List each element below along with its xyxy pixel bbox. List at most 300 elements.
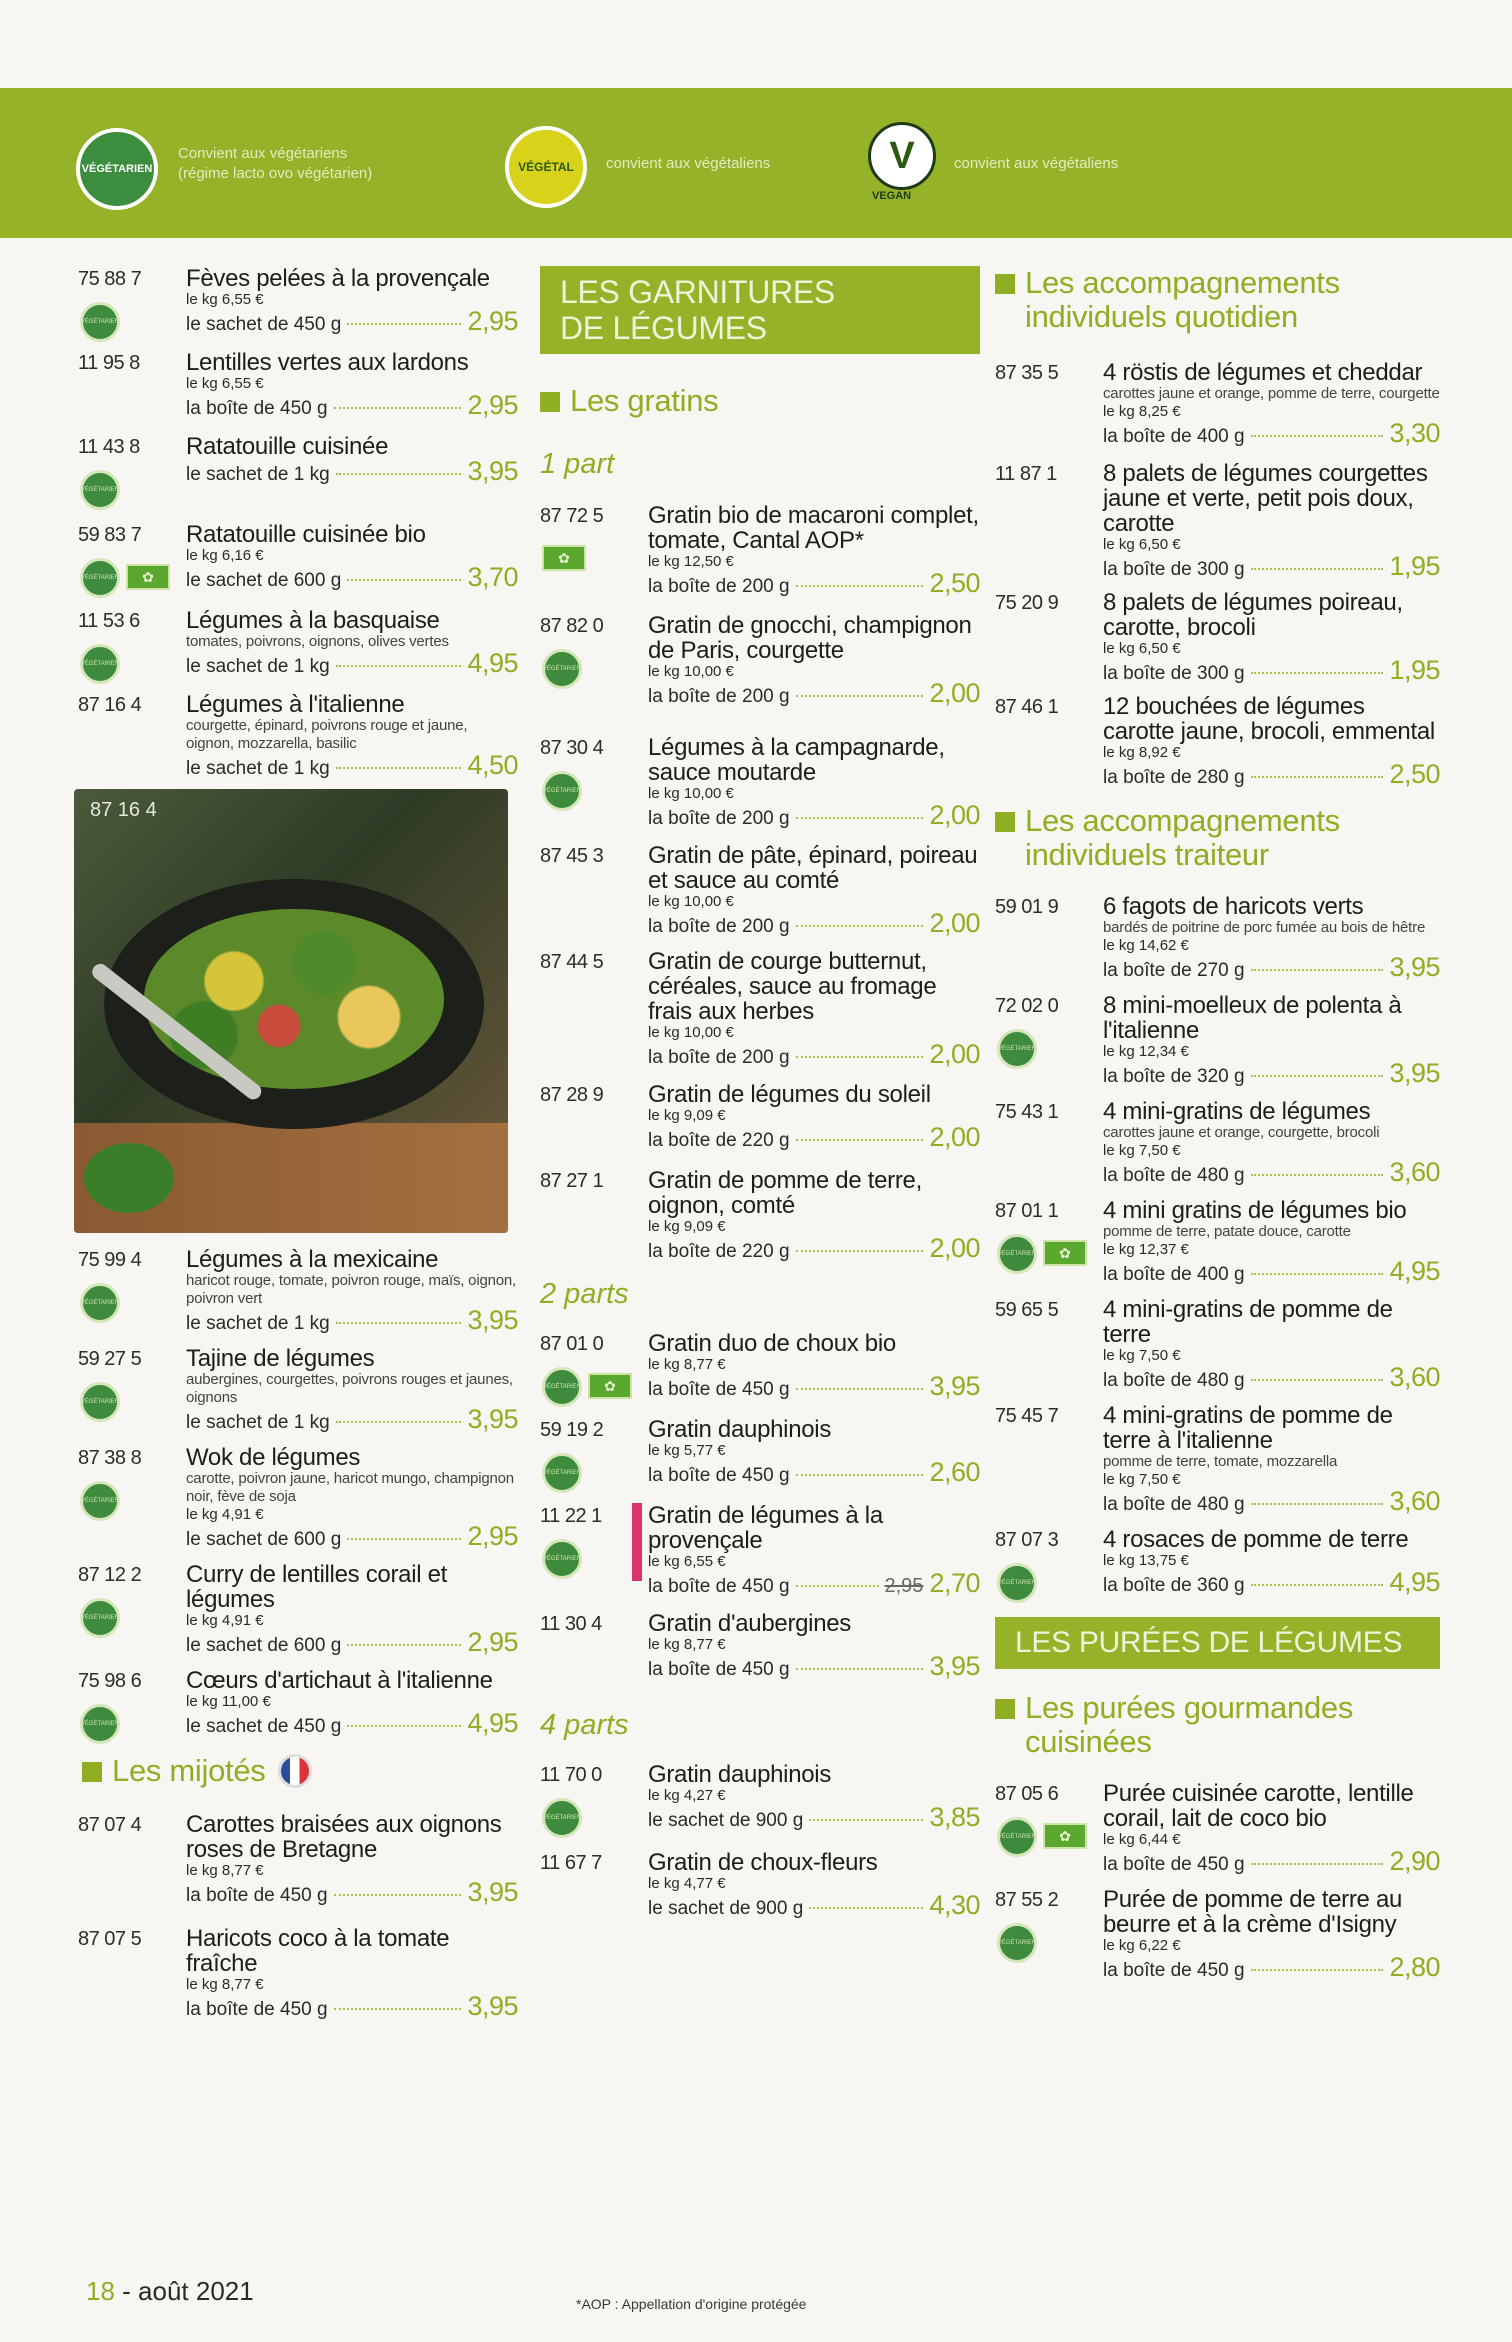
product-item bbox=[78, 350, 518, 424]
product-code: 87 30 4 bbox=[540, 737, 604, 759]
product-code: 87 45 3 bbox=[540, 845, 604, 867]
package-line bbox=[1103, 1362, 1440, 1393]
product-description: pomme de terre, tomate, mozzarella bbox=[1103, 1453, 1338, 1470]
price: 2,95 bbox=[467, 1521, 518, 1551]
vegetarien-icon: VÉGÉTARIEN bbox=[80, 644, 120, 684]
package-size: le sachet de 1 kg bbox=[186, 1412, 330, 1433]
package-size: la boîte de 450 g bbox=[648, 1659, 790, 1680]
dot-leader bbox=[347, 579, 461, 581]
package-line bbox=[1103, 759, 1440, 790]
vegetarien-icon: VÉGÉTARIEN bbox=[997, 1817, 1037, 1857]
package-size: la boîte de 400 g bbox=[1103, 1264, 1245, 1285]
package-size: la boîte de 450 g bbox=[1103, 1960, 1245, 1981]
price-per-kg: le kg 7,50 € bbox=[1103, 1347, 1181, 1364]
vegetarien-icon: VÉGÉTARIEN bbox=[80, 558, 120, 598]
product-description: tomates, poivrons, oignons, olives vertes bbox=[186, 633, 449, 650]
package-size: le sachet de 1 kg bbox=[186, 758, 330, 779]
product-item bbox=[540, 1611, 980, 1685]
vegan-badge-word: VEGAN bbox=[872, 190, 912, 202]
package-line bbox=[648, 908, 980, 939]
package-size: la boîte de 450 g bbox=[186, 1999, 328, 2020]
package-line bbox=[186, 456, 518, 487]
product-name: Gratin bio de macaroni complet, tomate, Cantal AOP* bbox=[648, 502, 979, 554]
price-per-kg: le kg 6,16 € bbox=[186, 547, 264, 564]
product-labels bbox=[542, 1453, 582, 1493]
gratins-2-parts-list bbox=[540, 1331, 980, 1685]
product-item bbox=[995, 1527, 1440, 1601]
price: 3,60 bbox=[1389, 1362, 1440, 1392]
product-labels bbox=[997, 1029, 1037, 1069]
package-size: le sachet de 600 g bbox=[186, 570, 342, 591]
package-line bbox=[1103, 551, 1440, 582]
product-name: Gratin de gnocchi, champignon de Paris, courgette bbox=[648, 612, 972, 664]
gratins-1-part-list bbox=[540, 503, 980, 1264]
package-line bbox=[648, 1457, 980, 1488]
product-item bbox=[78, 1562, 518, 1658]
product-name: 4 röstis de légumes et cheddar bbox=[1103, 359, 1423, 386]
product-name: Gratin d'aubergines bbox=[648, 1610, 852, 1637]
portion-2-parts: 2 parts bbox=[540, 1278, 629, 1310]
package-size: la boîte de 200 g bbox=[648, 1047, 790, 1068]
page-number: 18 bbox=[86, 2276, 115, 2306]
product-name: Ratatouille cuisinée bio bbox=[186, 521, 426, 548]
product-name: Gratin de légumes à la provençale bbox=[648, 1502, 883, 1554]
product-item bbox=[540, 949, 980, 1070]
price-per-kg: le kg 8,77 € bbox=[186, 1976, 264, 1993]
product-name: Purée de pomme de terre au beurre et à la crème d'Isigny bbox=[1103, 1886, 1403, 1938]
package-size: la boîte de 450 g bbox=[1103, 1854, 1245, 1875]
product-code: 87 05 6 bbox=[995, 1783, 1059, 1805]
package-line bbox=[648, 1568, 980, 1599]
price-per-kg: le kg 6,55 € bbox=[186, 375, 264, 392]
product-item bbox=[540, 1850, 980, 1924]
product-name: Tajine de légumes bbox=[186, 1345, 375, 1372]
product-code: 11 67 7 bbox=[540, 1852, 602, 1874]
product-name: Carottes braisées aux oignons roses de Bretagne bbox=[186, 1811, 502, 1863]
price-per-kg: le kg 10,00 € bbox=[648, 893, 734, 910]
dot-leader bbox=[1251, 1273, 1384, 1275]
price: 3,60 bbox=[1389, 1157, 1440, 1187]
product-item bbox=[540, 613, 980, 709]
product-name: Curry de lentilles corail et légumes bbox=[186, 1561, 448, 1613]
product-code: 11 30 4 bbox=[540, 1613, 602, 1635]
vegetarien-icon: VÉGÉTARIEN bbox=[80, 1382, 120, 1422]
product-item bbox=[540, 1168, 980, 1264]
product-code: 59 01 9 bbox=[995, 896, 1059, 918]
product-item bbox=[540, 1082, 980, 1156]
product-item bbox=[540, 503, 980, 599]
quotidien-heading: Les accompagnements individuels quotidien bbox=[995, 266, 1440, 334]
product-labels bbox=[80, 1481, 120, 1521]
price: 4,95 bbox=[467, 1708, 518, 1738]
dot-leader bbox=[1251, 1863, 1384, 1865]
dot-leader bbox=[1251, 435, 1384, 437]
dot-leader bbox=[796, 1668, 924, 1670]
product-labels bbox=[542, 1539, 582, 1579]
product-item bbox=[995, 894, 1440, 983]
package-line bbox=[648, 800, 980, 831]
package-size: le sachet de 1 kg bbox=[186, 464, 330, 485]
dot-leader bbox=[336, 665, 462, 667]
price-per-kg: le kg 8,77 € bbox=[186, 1862, 264, 1879]
vegetarien-icon: VÉGÉTARIEN bbox=[80, 302, 120, 342]
package-line bbox=[648, 1890, 980, 1921]
price: 2,80 bbox=[1389, 1952, 1440, 1982]
price-per-kg: le kg 10,00 € bbox=[648, 663, 734, 680]
package-size: la boîte de 200 g bbox=[648, 576, 790, 597]
product-list-bottom bbox=[78, 1247, 518, 1742]
package-line bbox=[186, 648, 518, 679]
price-per-kg: le kg 12,34 € bbox=[1103, 1043, 1189, 1060]
product-code: 75 43 1 bbox=[995, 1101, 1059, 1123]
package-line bbox=[648, 1651, 980, 1682]
dot-leader bbox=[796, 695, 924, 697]
dot-leader bbox=[347, 1538, 461, 1540]
package-line bbox=[648, 678, 980, 709]
product-labels bbox=[80, 302, 120, 342]
price: 3,95 bbox=[467, 456, 518, 486]
price: 3,95 bbox=[467, 1404, 518, 1434]
package-line bbox=[1103, 1952, 1440, 1983]
package-line bbox=[186, 1627, 518, 1658]
product-name: 6 fagots de haricots verts bbox=[1103, 893, 1364, 920]
product-code: 87 44 5 bbox=[540, 951, 604, 973]
package-size: la boîte de 450 g bbox=[186, 1885, 328, 1906]
dot-leader bbox=[809, 1907, 923, 1909]
package-size: le sachet de 600 g bbox=[186, 1635, 342, 1656]
product-code: 75 20 9 bbox=[995, 592, 1059, 614]
package-line bbox=[1103, 1256, 1440, 1287]
product-code: 87 72 5 bbox=[540, 505, 604, 527]
dot-leader bbox=[336, 473, 462, 475]
price-per-kg: le kg 11,00 € bbox=[186, 1693, 271, 1710]
vegetarien-icon: VÉGÉTARIEN bbox=[542, 1367, 582, 1407]
package-line bbox=[186, 306, 518, 337]
package-size: la boîte de 200 g bbox=[648, 916, 790, 937]
vegan-badge-icon: V bbox=[868, 122, 936, 190]
vegetarien-icon: VÉGÉTARIEN bbox=[80, 1283, 120, 1323]
product-name: Cœurs d'artichaut à l'italienne bbox=[186, 1667, 493, 1694]
price: 2,90 bbox=[1389, 1846, 1440, 1876]
price: 1,95 bbox=[1389, 655, 1440, 685]
package-line bbox=[1103, 1846, 1440, 1877]
product-item bbox=[78, 434, 518, 508]
price: 3,95 bbox=[467, 1877, 518, 1907]
product-code: 11 70 0 bbox=[540, 1764, 602, 1786]
price-per-kg: le kg 8,77 € bbox=[648, 1356, 726, 1373]
price-per-kg: le kg 8,77 € bbox=[648, 1636, 726, 1653]
product-description: carottes jaune et orange, pomme de terre, courgette bbox=[1103, 385, 1440, 402]
price-per-kg: le kg 6,50 € bbox=[1103, 640, 1181, 657]
product-code: 87 28 9 bbox=[540, 1084, 604, 1106]
product-labels bbox=[542, 1798, 582, 1838]
product-name: Gratin dauphinois bbox=[648, 1761, 832, 1788]
product-labels bbox=[542, 771, 582, 811]
dot-leader bbox=[796, 1056, 924, 1058]
price-per-kg: le kg 4,77 € bbox=[648, 1875, 726, 1892]
product-item bbox=[78, 1247, 518, 1336]
product-item bbox=[540, 1762, 980, 1836]
product-name: Fèves pelées à la provençale bbox=[186, 265, 490, 292]
price: 2,50 bbox=[1389, 759, 1440, 789]
dot-leader bbox=[1251, 1174, 1384, 1176]
package-size: le sachet de 900 g bbox=[648, 1898, 804, 1919]
product-item bbox=[78, 266, 518, 340]
product-item bbox=[995, 1198, 1440, 1287]
product-code: 59 27 5 bbox=[78, 1348, 142, 1370]
package-line bbox=[186, 1708, 518, 1739]
product-name: Légumes à la basquaise bbox=[186, 607, 440, 634]
product-code: 75 98 6 bbox=[78, 1670, 142, 1692]
product-code: 75 45 7 bbox=[995, 1405, 1059, 1427]
product-code: 11 53 6 bbox=[78, 610, 140, 632]
package-line bbox=[648, 568, 980, 599]
package-size: la boîte de 320 g bbox=[1103, 1066, 1245, 1087]
price: 3,30 bbox=[1389, 418, 1440, 448]
product-name: Haricots coco à la tomate fraîche bbox=[186, 1925, 450, 1977]
package-size: le sachet de 900 g bbox=[648, 1810, 804, 1831]
product-code: 87 38 8 bbox=[78, 1447, 142, 1469]
package-size: la boîte de 400 g bbox=[1103, 426, 1245, 447]
package-line bbox=[186, 1991, 518, 2022]
gratins-heading: Les gratins bbox=[540, 384, 980, 418]
product-labels bbox=[80, 470, 120, 510]
price-per-kg: le kg 8,25 € bbox=[1103, 403, 1181, 420]
vegetarien-icon: VÉGÉTARIEN bbox=[997, 1923, 1037, 1963]
package-size: la boîte de 450 g bbox=[648, 1465, 790, 1486]
package-line bbox=[1103, 1486, 1440, 1517]
product-code: 87 12 2 bbox=[78, 1564, 142, 1586]
vegetarien-icon: VÉGÉTARIEN bbox=[542, 1453, 582, 1493]
price-per-kg: le kg 10,00 € bbox=[648, 1024, 734, 1041]
column-left bbox=[78, 266, 518, 2022]
product-labels bbox=[80, 1382, 120, 1422]
issue-date: - août 2021 bbox=[122, 2276, 254, 2306]
product-code: 87 07 4 bbox=[78, 1814, 142, 1836]
price-per-kg: le kg 7,50 € bbox=[1103, 1471, 1181, 1488]
price-per-kg: le kg 4,91 € bbox=[186, 1506, 264, 1523]
vegetal-badge-icon: VÉGÉTAL bbox=[505, 126, 587, 208]
price: 4,95 bbox=[1389, 1567, 1440, 1597]
product-name: Légumes à la mexicaine bbox=[186, 1246, 439, 1273]
package-size: la boîte de 480 g bbox=[1103, 1494, 1245, 1515]
price-per-kg: le kg 6,50 € bbox=[1103, 536, 1181, 553]
dot-leader bbox=[347, 1644, 461, 1646]
product-name: Ratatouille cuisinée bbox=[186, 433, 389, 460]
dot-leader bbox=[336, 1322, 462, 1324]
price-per-kg: le kg 9,09 € bbox=[648, 1218, 726, 1235]
vegetarien-icon: VÉGÉTARIEN bbox=[542, 1539, 582, 1579]
product-name: 4 rosaces de pomme de terre bbox=[1103, 1526, 1409, 1553]
price: 2,60 bbox=[929, 1457, 980, 1487]
dot-leader bbox=[1251, 1969, 1384, 1971]
product-code: 72 02 0 bbox=[995, 995, 1059, 1017]
product-description: carotte, poivron jaune, haricot mungo, champignon noir, fève de soja bbox=[186, 1470, 514, 1505]
price: 3,60 bbox=[1389, 1486, 1440, 1516]
price-per-kg: le kg 5,77 € bbox=[648, 1442, 726, 1459]
price: 2,00 bbox=[929, 908, 980, 938]
package-line bbox=[648, 1039, 980, 1070]
bio-leaf-icon: ✿ bbox=[1043, 1240, 1087, 1266]
product-code: 11 87 1 bbox=[995, 463, 1057, 485]
package-size: la boîte de 450 g bbox=[648, 1576, 790, 1597]
package-line bbox=[186, 390, 518, 421]
traiteur-heading: Les accompagnements individuels traiteur bbox=[995, 804, 1440, 872]
vegetarien-badge-icon: VÉGÉTARIEN bbox=[76, 128, 158, 210]
package-size: la boîte de 300 g bbox=[1103, 663, 1245, 684]
price: 2,00 bbox=[929, 1233, 980, 1263]
price: 4,95 bbox=[1389, 1256, 1440, 1286]
product-code: 87 35 5 bbox=[995, 362, 1059, 384]
vegetarien-icon: VÉGÉTARIEN bbox=[542, 771, 582, 811]
package-line bbox=[648, 1233, 980, 1264]
vegetarien-icon: VÉGÉTARIEN bbox=[997, 1029, 1037, 1069]
price: 2,95 bbox=[467, 1627, 518, 1657]
dot-leader bbox=[796, 1139, 924, 1141]
aop-footnote: *AOP : Appellation d'origine protégée bbox=[576, 2296, 807, 2312]
photo-code: 87 16 4 bbox=[90, 799, 157, 821]
vegetarien-icon: VÉGÉTARIEN bbox=[997, 1234, 1037, 1274]
product-labels bbox=[997, 1234, 1087, 1274]
package-size: la boîte de 220 g bbox=[648, 1130, 790, 1151]
vegetarien-icon: VÉGÉTARIEN bbox=[80, 1598, 120, 1638]
price: 2,95 bbox=[467, 306, 518, 336]
price-per-kg: le kg 12,50 € bbox=[648, 553, 734, 570]
product-labels bbox=[542, 1367, 632, 1407]
product-photo bbox=[74, 789, 508, 1233]
price: 3,70 bbox=[467, 562, 518, 592]
price: 2,00 bbox=[929, 1039, 980, 1069]
product-labels bbox=[80, 558, 170, 598]
price-per-kg: le kg 10,00 € bbox=[648, 785, 734, 802]
product-description: bardés de poitrine de porc fumée au bois de hêtre bbox=[1103, 919, 1426, 936]
dot-leader bbox=[796, 1474, 924, 1476]
product-code: 87 46 1 bbox=[995, 696, 1059, 718]
package-size: la boîte de 200 g bbox=[648, 686, 790, 707]
product-name: Légumes à la campagnarde, sauce moutarde bbox=[648, 734, 945, 786]
old-price: 2,95 bbox=[884, 1575, 924, 1597]
legend-banner bbox=[0, 88, 1512, 238]
garnitures-title-box: LES GARNITURES DE LÉGUMES bbox=[540, 266, 980, 354]
product-item bbox=[78, 1812, 518, 1908]
price-per-kg: le kg 7,50 € bbox=[1103, 1142, 1181, 1159]
dot-leader bbox=[1251, 568, 1384, 570]
package-line bbox=[186, 1404, 518, 1435]
package-size: la boîte de 480 g bbox=[1103, 1165, 1245, 1186]
product-description: haricot rouge, tomate, poivron rouge, maïs, oignon, poivron vert bbox=[186, 1272, 516, 1307]
price: 2,70 bbox=[929, 1568, 980, 1598]
price-per-kg: le kg 14,62 € bbox=[1103, 937, 1189, 954]
product-name: Gratin de pomme de terre, oignon, comté bbox=[648, 1167, 922, 1219]
product-item bbox=[995, 360, 1440, 449]
product-name: 4 mini gratins de légumes bio bbox=[1103, 1197, 1407, 1224]
product-labels bbox=[80, 1598, 120, 1638]
package-size: la boîte de 280 g bbox=[1103, 767, 1245, 788]
product-name: 8 mini-moelleux de polenta à l'italienne bbox=[1103, 992, 1402, 1044]
package-size: le sachet de 450 g bbox=[186, 314, 342, 335]
vegan-legend: convient aux végétaliens bbox=[954, 155, 1119, 172]
product-name: Gratin de courge butternut, céréales, sauce au fromage frais aux herbes bbox=[648, 948, 937, 1025]
mijotes-list bbox=[78, 1812, 518, 2022]
traiteur-list bbox=[995, 894, 1440, 1601]
price-per-kg: le kg 4,27 € bbox=[648, 1787, 726, 1804]
product-item bbox=[995, 461, 1440, 582]
product-item bbox=[540, 843, 980, 939]
dot-leader bbox=[334, 407, 462, 409]
product-item bbox=[78, 692, 518, 781]
package-line bbox=[186, 1521, 518, 1552]
purees-title-box: LES PURÉES DE LÉGUMES bbox=[995, 1617, 1440, 1669]
price: 3,95 bbox=[467, 1991, 518, 2021]
product-labels bbox=[997, 1923, 1037, 1963]
dot-leader bbox=[336, 1421, 462, 1423]
price: 3,95 bbox=[1389, 1058, 1440, 1088]
product-labels bbox=[80, 644, 120, 684]
price-per-kg: le kg 9,09 € bbox=[648, 1107, 726, 1124]
product-code: 87 01 0 bbox=[540, 1333, 604, 1355]
dot-leader bbox=[336, 767, 462, 769]
price: 2,00 bbox=[929, 1122, 980, 1152]
product-description: carottes jaune et orange, courgette, brocoli bbox=[1103, 1124, 1380, 1141]
package-line bbox=[648, 1122, 980, 1153]
bio-leaf-icon: ✿ bbox=[126, 564, 170, 590]
product-item bbox=[540, 1417, 980, 1491]
package-line bbox=[1103, 655, 1440, 686]
portion-4-parts: 4 parts bbox=[540, 1709, 629, 1741]
package-size: la boîte de 360 g bbox=[1103, 1575, 1245, 1596]
purees-heading: Les purées gourmandes cuisinées bbox=[995, 1691, 1440, 1759]
price: 2,00 bbox=[929, 678, 980, 708]
price: 1,95 bbox=[1389, 551, 1440, 581]
product-labels bbox=[80, 1283, 120, 1323]
product-name: 4 mini-gratins de légumes bbox=[1103, 1098, 1371, 1125]
vegetarien-icon: VÉGÉTARIEN bbox=[80, 470, 120, 510]
price: 3,95 bbox=[467, 1305, 518, 1335]
product-labels bbox=[80, 1704, 120, 1744]
product-code: 59 19 2 bbox=[540, 1419, 604, 1441]
product-name: Gratin de légumes du soleil bbox=[648, 1081, 931, 1108]
product-item bbox=[995, 1297, 1440, 1393]
product-name: 12 bouchées de légumes carotte jaune, brocoli, emmental bbox=[1103, 693, 1435, 745]
product-name: Gratin dauphinois bbox=[648, 1416, 832, 1443]
bio-leaf-icon: ✿ bbox=[542, 545, 586, 571]
package-size: le sachet de 1 kg bbox=[186, 656, 330, 677]
photo-vegetables bbox=[144, 909, 444, 1089]
vegetarien-icon: VÉGÉTARIEN bbox=[542, 649, 582, 689]
package-line bbox=[1103, 418, 1440, 449]
product-item bbox=[995, 993, 1440, 1089]
package-size: le sachet de 1 kg bbox=[186, 1313, 330, 1334]
dot-leader bbox=[796, 1250, 924, 1252]
package-line bbox=[648, 1371, 980, 1402]
gratins-4-parts-list bbox=[540, 1762, 980, 1924]
dot-leader bbox=[1251, 776, 1384, 778]
dot-leader bbox=[334, 2008, 462, 2010]
product-labels bbox=[542, 649, 582, 689]
package-line bbox=[186, 1877, 518, 1908]
vegetarien-icon: VÉGÉTARIEN bbox=[80, 1704, 120, 1744]
package-line bbox=[648, 1802, 980, 1833]
package-line bbox=[1103, 1058, 1440, 1089]
price-per-kg: le kg 6,44 € bbox=[1103, 1831, 1181, 1848]
product-labels bbox=[997, 1563, 1037, 1603]
product-item bbox=[78, 1445, 518, 1552]
product-code: 87 01 1 bbox=[995, 1200, 1059, 1222]
product-code: 11 43 8 bbox=[78, 436, 140, 458]
price-per-kg: le kg 8,92 € bbox=[1103, 744, 1181, 761]
product-description: aubergines, courgettes, poivrons rouges et jaunes, oignons bbox=[186, 1371, 513, 1406]
price: 4,95 bbox=[467, 648, 518, 678]
